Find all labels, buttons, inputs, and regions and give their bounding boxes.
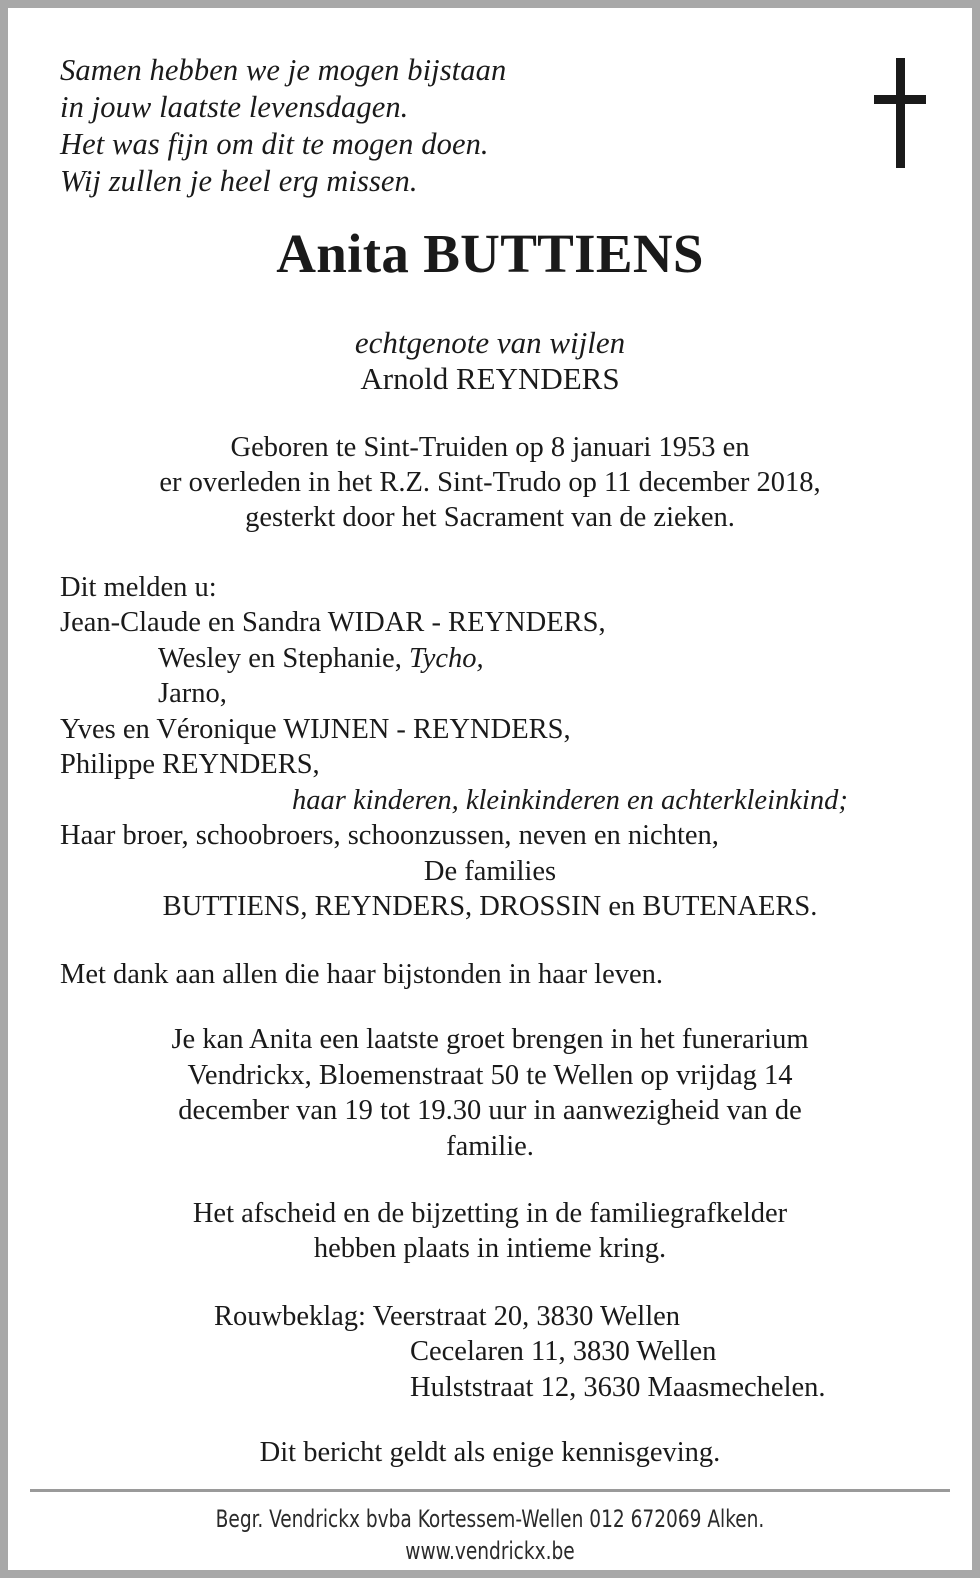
survivors-list bbox=[8, 570, 972, 925]
birth-death-line: gesterkt door het Sacrament van de zieken. bbox=[245, 502, 735, 534]
funeral-home-info: Begr. Vendrickx bvba Kortessem-Wellen 012 672069 Alken. bbox=[215, 1505, 765, 1533]
funerarium-line: familie. bbox=[446, 1130, 534, 1162]
survivor-line bbox=[60, 641, 920, 676]
funerarium-details bbox=[8, 1022, 972, 1164]
poem-line: Wij zullen je heel erg missen. bbox=[60, 164, 418, 199]
survivor-line: Jean-Claude en Sandra WIDAR - REYNDERS, bbox=[60, 607, 606, 639]
survivor-line: Jarno, bbox=[158, 678, 227, 710]
cross-horizontal-bar bbox=[874, 95, 926, 104]
burial-details bbox=[8, 1196, 972, 1267]
poem-line: Samen hebben we je mogen bijstaan bbox=[60, 53, 507, 87]
thanks-message: Met dank aan allen die haar bijstonden in haar leven. bbox=[60, 958, 664, 990]
birth-death-details bbox=[8, 430, 972, 536]
survivor-italic-name: Tycho, bbox=[408, 642, 484, 674]
footer-divider bbox=[30, 1489, 950, 1492]
burial-line: Het afscheid en de bijzetting in de familiegrafkelder bbox=[192, 1197, 788, 1229]
condolence-line: Cecelaren 11, 3830 Wellen bbox=[410, 1336, 717, 1368]
death-notice-card bbox=[8, 8, 972, 1570]
latin-cross-icon bbox=[874, 58, 926, 168]
families-label: De families bbox=[423, 855, 557, 887]
survivors-relation-note: haar kinderen, kleinkinderen en achterkleinkind; bbox=[292, 784, 848, 816]
survivor-line: Philippe REYNDERS, bbox=[60, 749, 320, 781]
survivor-text: Wesley en Stephanie, bbox=[158, 642, 409, 674]
families-names: BUTTIENS, REYNDERS, DROSSIN en BUTENAERS. bbox=[162, 891, 818, 923]
funerarium-line: Vendrickx, Bloemenstraat 50 te Wellen op vrijdag 14 bbox=[187, 1059, 793, 1091]
header-zone bbox=[8, 8, 972, 208]
condolence-addresses bbox=[8, 1299, 972, 1405]
funeral-home-footer bbox=[75, 1504, 904, 1568]
survivor-line: Haar broer, schoobroers, schoonzussen, neven en nichten, bbox=[60, 820, 719, 852]
condolence-line: Rouwbeklag: Veerstraat 20, 3830 Wellen bbox=[214, 1300, 681, 1332]
spouse-block bbox=[8, 325, 972, 398]
funerarium-line: december van 19 tot 19.30 uur in aanwezigheid van de bbox=[178, 1095, 802, 1127]
birth-death-line: er overleden in het R.Z. Sint-Trudo op 11 december 2018, bbox=[159, 467, 821, 498]
spouse-name: Arnold REYNDERS bbox=[360, 361, 620, 397]
condolence-line: Hulststraat 12, 3630 Maasmechelen. bbox=[410, 1371, 826, 1403]
deceased-name: Anita BUTTIENS bbox=[276, 223, 704, 284]
memorial-poem bbox=[60, 52, 620, 200]
survivors-intro: Dit melden u: bbox=[60, 571, 217, 603]
sole-notice: Dit bericht geldt als enige kennisgeving. bbox=[259, 1437, 721, 1469]
poem-line: in jouw laatste levensdagen. bbox=[60, 90, 409, 125]
poem-line: Het was fijn om dit te mogen doen. bbox=[60, 127, 489, 162]
funeral-home-website: www.vendrickx.be bbox=[405, 1536, 575, 1565]
spouse-relation-label: echtgenote van wijlen bbox=[354, 325, 626, 360]
cross-vertical-bar bbox=[896, 58, 905, 168]
burial-line: hebben plaats in intieme kring. bbox=[313, 1233, 667, 1265]
birth-death-line: Geboren te Sint-Truiden op 8 januari 1953 en bbox=[230, 431, 750, 463]
survivor-line: Yves en Véronique WIJNEN - REYNDERS, bbox=[60, 713, 571, 745]
funerarium-line: Je kan Anita een laatste groet brengen in het funerarium bbox=[171, 1024, 809, 1056]
